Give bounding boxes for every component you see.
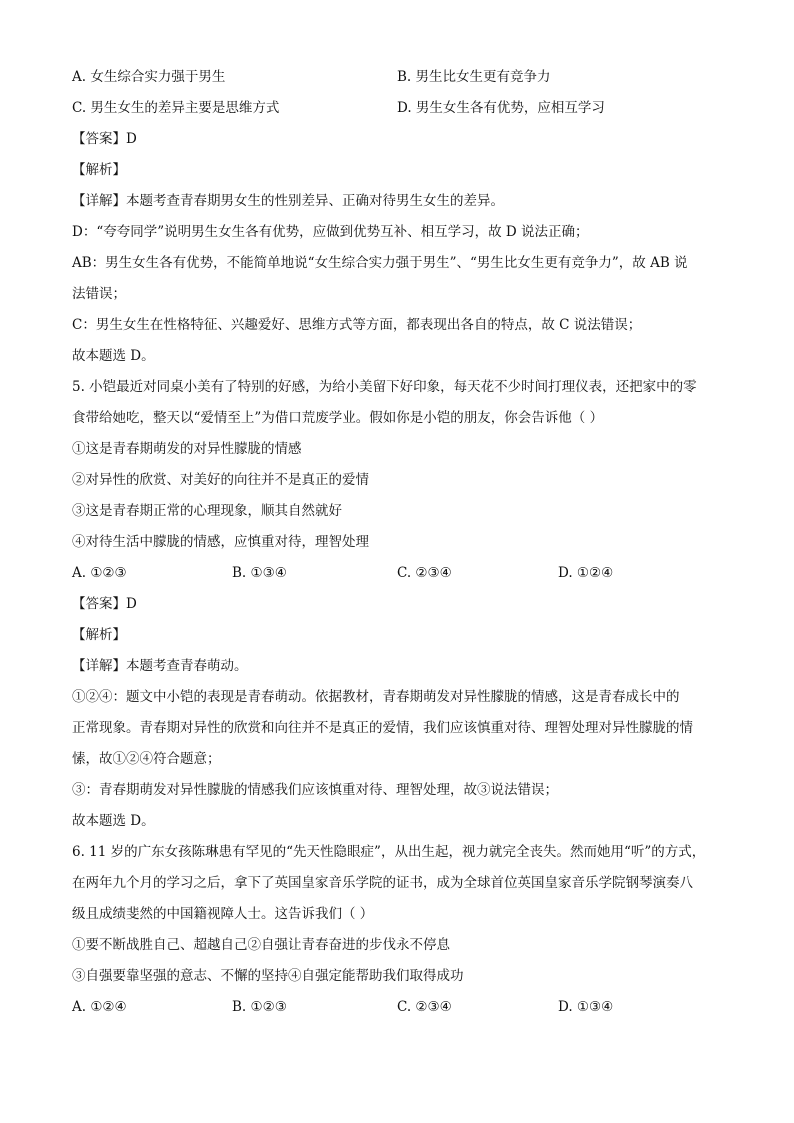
q5-statement: ②对异性的欣赏、对美好的向往并不是真正的爱情 [72,472,369,488]
q4-option-d[interactable]: D. 男生女生各有优势，应相互学习 [397,100,605,116]
q6-stem-line: 在两年九个月的学习之后，拿下了英国皇家音乐学院的证书，成为全球首位英国皇家音乐学院钢琴演奏八 [72,875,693,891]
q5-statement: ④对待生活中朦胧的情感，应慎重对待，理智处理 [72,534,369,550]
q4-option-b[interactable]: B. 男生比女生更有竞争力 [397,69,551,85]
q4-explanation-line: AB：男生女生各有优势，不能简单地说“女生综合实力强于男生”、“男生比女生更有竞争力”，故 AB 说 [72,255,688,271]
q5-answer: 【答案】D [72,596,137,612]
q4-explanation-line: 法错误； [72,286,126,302]
q4-explanation-line: D：“夸夸同学”说明男生女生各有优势，应做到优势互补、相互学习，故 D 说法正确； [72,224,589,240]
q5-stem-line: 5. 小铠最近对同桌小美有了特别的好感，为给小美留下好印象，每天花不少时间打理仪表，还把家中的零 [72,379,697,395]
q5-option-c[interactable]: C. ②③④ [397,565,452,581]
q5-detail: 【详解】本题考查青春萌动。 [72,658,248,674]
document-page [72,62,724,1023]
q6-option-c[interactable]: C. ②③④ [397,999,452,1015]
q5-conclusion: 故本题选 D。 [72,813,155,829]
q5-statement: ③这是青春期正常的心理现象，顺其自然就好 [72,503,342,519]
q5-explanation-line: ③：青春期萌发对异性朦胧的情感我们应该慎重对待、理智处理，故③说法错误； [72,782,558,798]
q4-options-row-2 [72,93,724,124]
q5-option-b[interactable]: B. ①③④ [232,565,287,581]
q5-options-row [72,558,724,589]
q6-statement: ①要不断战胜自己、超越自己②自强让青春奋进的步伐永不停息 [72,937,450,953]
q5-analysis-heading: 【解析】 [72,627,126,643]
q4-options-row-1 [72,62,724,93]
q6-statement: ③自强要靠坚强的意志、不懈的坚持④自强定能帮助我们取得成功 [72,968,464,984]
q5-option-a[interactable]: A. ①②③ [72,565,127,581]
q5-explanation-line: ①②④：题文中小铠的表现是青春萌动。依据教材，青春期萌发对异性朦胧的情感，这是青春成长中的 [72,689,680,705]
q5-explanation-line: 愫，故①②④符合题意； [72,751,221,767]
q5-explanation-line: 正常现象。青春期对异性的欣赏和向往并不是真正的爱情，我们应该慎重对待、理智处理对异性朦胧的情 [72,720,693,736]
q4-analysis-heading: 【解析】 [72,162,126,178]
q6-option-d[interactable]: D. ①③④ [558,999,614,1015]
q6-option-b[interactable]: B. ①②③ [232,999,287,1015]
q4-detail: 【详解】本题考查青春期男女生的性别差异、正确对待男生女生的差异。 [72,193,504,209]
q4-answer: 【答案】D [72,131,137,147]
q6-options-row [72,992,724,1023]
q5-stem-line: 食带给她吃，整天以“爱情至上”为借口荒废学业。假如你是小铠的朋友，你会告诉他（ ） [72,410,604,426]
q5-option-d[interactable]: D. ①②④ [558,565,614,581]
q6-stem-line: 6. 11 岁的广东女孩陈琳患有罕见的“先天性隐眼症”，从出生起，视力就完全丧失。然而她用“听”的方式， [72,844,706,860]
q5-statement: ①这是青春期萌发的对异性朦胧的情感 [72,441,302,457]
q4-option-a[interactable]: A. 女生综合实力强于男生 [72,69,226,85]
q6-stem-line: 级且成绩斐然的中国籍视障人士。这告诉我们（ ） [72,906,374,922]
q4-option-c[interactable]: C. 男生女生的差异主要是思维方式 [72,100,280,116]
q4-conclusion: 故本题选 D。 [72,348,155,364]
q6-option-a[interactable]: A. ①②④ [72,999,127,1015]
q4-explanation-line: C：男生女生在性格特征、兴趣爱好、思维方式等方面，都表现出各自的特点，故 C 说法错误； [72,317,642,333]
